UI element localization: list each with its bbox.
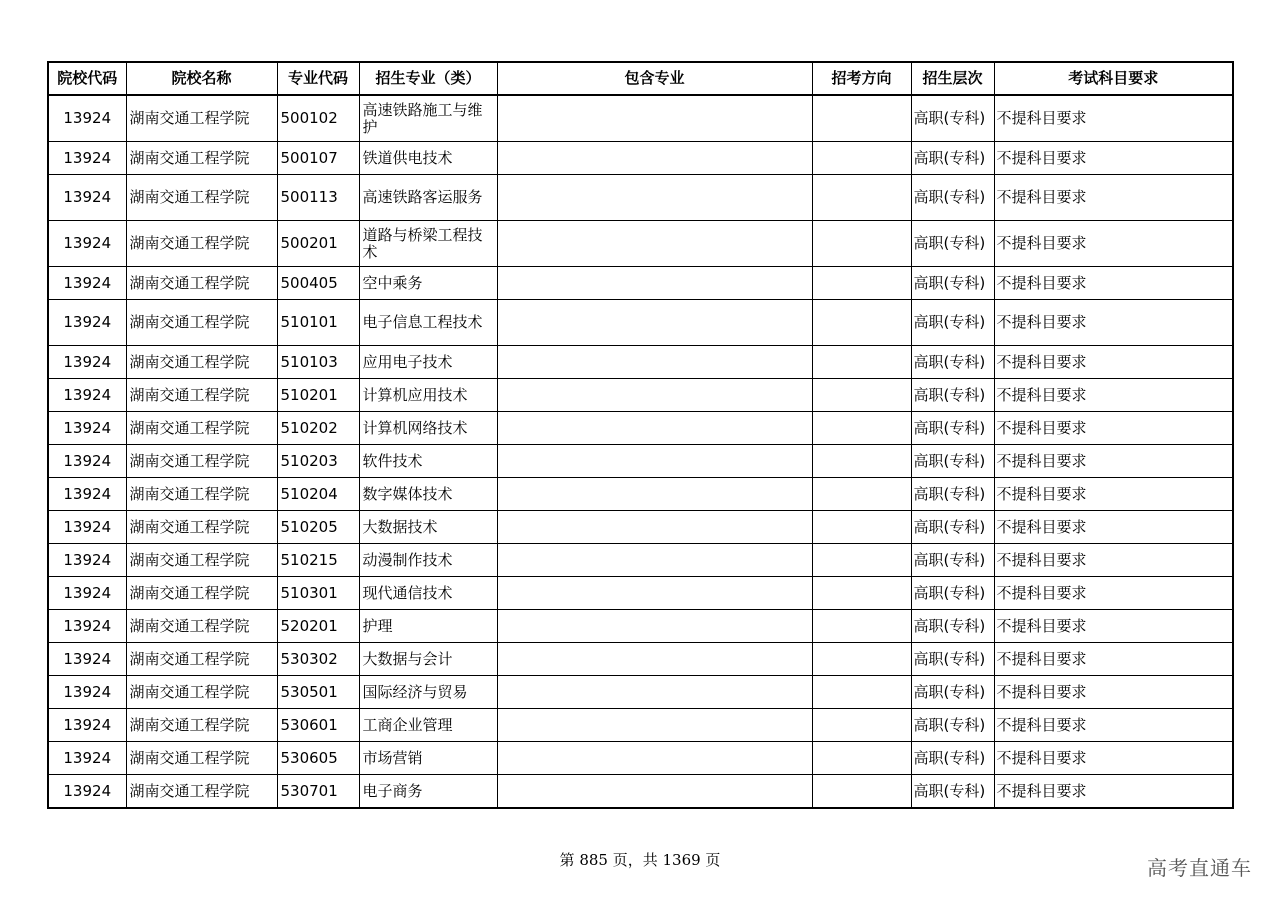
major-code-cell: 510103 (277, 346, 359, 379)
table-row (48, 300, 1233, 346)
major-code-cell: 530501 (277, 676, 359, 709)
level-cell: 高职(专科) (911, 643, 994, 676)
school-name-cell: 湖南交通工程学院 (126, 577, 277, 610)
major-cell: 大数据技术 (359, 511, 497, 544)
level-cell: 高职(专科) (911, 142, 994, 175)
major-cell: 国际经济与贸易 (359, 676, 497, 709)
school-code-cell: 13924 (48, 742, 126, 775)
included-majors-cell (497, 379, 812, 412)
subject-requirement-cell: 不提科目要求 (994, 676, 1233, 709)
school-code-cell: 13924 (48, 775, 126, 809)
subject-requirement-cell: 不提科目要求 (994, 346, 1233, 379)
major-code-cell: 510203 (277, 445, 359, 478)
table-row (48, 709, 1233, 742)
subject-requirement-cell: 不提科目要求 (994, 511, 1233, 544)
major-code-cell: 510215 (277, 544, 359, 577)
level-cell: 高职(专科) (911, 95, 994, 142)
school-name-cell: 湖南交通工程学院 (126, 775, 277, 809)
level-cell: 高职(专科) (911, 267, 994, 300)
school-code-cell: 13924 (48, 511, 126, 544)
major-code-cell: 530601 (277, 709, 359, 742)
subject-requirement-cell: 不提科目要求 (994, 775, 1233, 809)
subject-requirement-cell: 不提科目要求 (994, 300, 1233, 346)
major-cell: 计算机网络技术 (359, 412, 497, 445)
level-cell: 高职(专科) (911, 346, 994, 379)
table-row (48, 742, 1233, 775)
direction-cell (812, 412, 911, 445)
table-row (48, 478, 1233, 511)
school-name-cell: 湖南交通工程学院 (126, 643, 277, 676)
header-level: 招生层次 (911, 62, 994, 95)
header-school-name: 院校名称 (126, 62, 277, 95)
level-cell: 高职(专科) (911, 445, 994, 478)
table-row (48, 379, 1233, 412)
school-code-cell: 13924 (48, 95, 126, 142)
school-name-cell: 湖南交通工程学院 (126, 676, 277, 709)
included-majors-cell (497, 175, 812, 221)
direction-cell (812, 142, 911, 175)
included-majors-cell (497, 95, 812, 142)
subject-requirement-cell: 不提科目要求 (994, 742, 1233, 775)
included-majors-cell (497, 511, 812, 544)
school-code-cell: 13924 (48, 379, 126, 412)
school-code-cell: 13924 (48, 221, 126, 267)
major-code-cell: 510202 (277, 412, 359, 445)
level-cell: 高职(专科) (911, 676, 994, 709)
included-majors-cell (497, 610, 812, 643)
major-code-cell: 530302 (277, 643, 359, 676)
included-majors-cell (497, 544, 812, 577)
subject-requirement-cell: 不提科目要求 (994, 412, 1233, 445)
school-name-cell: 湖南交通工程学院 (126, 709, 277, 742)
school-code-cell: 13924 (48, 346, 126, 379)
direction-cell (812, 221, 911, 267)
school-name-cell: 湖南交通工程学院 (126, 142, 277, 175)
major-cell: 高速铁路客运服务 (359, 175, 497, 221)
major-cell: 软件技术 (359, 445, 497, 478)
major-code-cell: 510204 (277, 478, 359, 511)
major-cell: 计算机应用技术 (359, 379, 497, 412)
subject-requirement-cell: 不提科目要求 (994, 95, 1233, 142)
subject-requirement-cell: 不提科目要求 (994, 643, 1233, 676)
subject-requirement-cell: 不提科目要求 (994, 142, 1233, 175)
school-name-cell: 湖南交通工程学院 (126, 346, 277, 379)
level-cell: 高职(专科) (911, 478, 994, 511)
subject-requirement-cell: 不提科目要求 (994, 175, 1233, 221)
major-code-cell: 500201 (277, 221, 359, 267)
major-cell: 高速铁路施工与维护 (359, 95, 497, 142)
school-name-cell: 湖南交通工程学院 (126, 221, 277, 267)
header-school-code: 院校代码 (48, 62, 126, 95)
included-majors-cell (497, 709, 812, 742)
table-row (48, 544, 1233, 577)
watermark: 高考直通车 (1147, 856, 1252, 880)
level-cell: 高职(专科) (911, 577, 994, 610)
level-cell: 高职(专科) (911, 775, 994, 809)
school-name-cell: 湖南交通工程学院 (126, 175, 277, 221)
direction-cell (812, 511, 911, 544)
major-code-cell: 530701 (277, 775, 359, 809)
school-name-cell: 湖南交通工程学院 (126, 478, 277, 511)
school-code-cell: 13924 (48, 676, 126, 709)
school-code-cell: 13924 (48, 577, 126, 610)
table-row (48, 346, 1233, 379)
level-cell: 高职(专科) (911, 544, 994, 577)
table-row (48, 95, 1233, 142)
school-name-cell: 湖南交通工程学院 (126, 742, 277, 775)
major-cell: 空中乘务 (359, 267, 497, 300)
school-name-cell: 湖南交通工程学院 (126, 412, 277, 445)
direction-cell (812, 267, 911, 300)
school-code-cell: 13924 (48, 412, 126, 445)
included-majors-cell (497, 445, 812, 478)
included-majors-cell (497, 742, 812, 775)
header-included-majors: 包含专业 (497, 62, 812, 95)
major-cell: 工商企业管理 (359, 709, 497, 742)
table-row (48, 267, 1233, 300)
table-body (48, 95, 1233, 808)
included-majors-cell (497, 643, 812, 676)
included-majors-cell (497, 577, 812, 610)
subject-requirement-cell: 不提科目要求 (994, 267, 1233, 300)
level-cell: 高职(专科) (911, 412, 994, 445)
major-cell: 现代通信技术 (359, 577, 497, 610)
major-cell: 大数据与会计 (359, 643, 497, 676)
major-code-cell: 500405 (277, 267, 359, 300)
school-code-cell: 13924 (48, 175, 126, 221)
school-code-cell: 13924 (48, 267, 126, 300)
direction-cell (812, 775, 911, 809)
included-majors-cell (497, 300, 812, 346)
header-row (48, 62, 1233, 95)
enrollment-table (47, 61, 1234, 809)
included-majors-cell (497, 412, 812, 445)
included-majors-cell (497, 142, 812, 175)
school-name-cell: 湖南交通工程学院 (126, 445, 277, 478)
major-cell: 护理 (359, 610, 497, 643)
school-code-cell: 13924 (48, 643, 126, 676)
direction-cell (812, 676, 911, 709)
major-code-cell: 500107 (277, 142, 359, 175)
table-row (48, 175, 1233, 221)
major-cell: 数字媒体技术 (359, 478, 497, 511)
included-majors-cell (497, 346, 812, 379)
subject-requirement-cell: 不提科目要求 (994, 445, 1233, 478)
level-cell: 高职(专科) (911, 221, 994, 267)
subject-requirement-cell: 不提科目要求 (994, 478, 1233, 511)
subject-requirement-cell: 不提科目要求 (994, 544, 1233, 577)
direction-cell (812, 709, 911, 742)
subject-requirement-cell: 不提科目要求 (994, 221, 1233, 267)
header-major-code: 专业代码 (277, 62, 359, 95)
direction-cell (812, 478, 911, 511)
school-name-cell: 湖南交通工程学院 (126, 267, 277, 300)
major-cell: 市场营销 (359, 742, 497, 775)
included-majors-cell (497, 221, 812, 267)
school-name-cell: 湖南交通工程学院 (126, 544, 277, 577)
level-cell: 高职(专科) (911, 175, 994, 221)
included-majors-cell (497, 478, 812, 511)
level-cell: 高职(专科) (911, 379, 994, 412)
major-code-cell: 510101 (277, 300, 359, 346)
table-row (48, 643, 1233, 676)
included-majors-cell (497, 775, 812, 809)
direction-cell (812, 300, 911, 346)
direction-cell (812, 577, 911, 610)
direction-cell (812, 643, 911, 676)
subject-requirement-cell: 不提科目要求 (994, 379, 1233, 412)
header-subject-requirement: 考试科目要求 (994, 62, 1233, 95)
school-code-cell: 13924 (48, 610, 126, 643)
school-name-cell: 湖南交通工程学院 (126, 610, 277, 643)
school-name-cell: 湖南交通工程学院 (126, 300, 277, 346)
table-row (48, 221, 1233, 267)
table-row (48, 775, 1233, 809)
major-code-cell: 500113 (277, 175, 359, 221)
direction-cell (812, 175, 911, 221)
table-row (48, 445, 1233, 478)
level-cell: 高职(专科) (911, 709, 994, 742)
table-row (48, 142, 1233, 175)
level-cell: 高职(专科) (911, 742, 994, 775)
subject-requirement-cell: 不提科目要求 (994, 610, 1233, 643)
level-cell: 高职(专科) (911, 511, 994, 544)
major-code-cell: 510301 (277, 577, 359, 610)
table-row (48, 511, 1233, 544)
included-majors-cell (497, 676, 812, 709)
direction-cell (812, 610, 911, 643)
major-cell: 动漫制作技术 (359, 544, 497, 577)
school-code-cell: 13924 (48, 478, 126, 511)
major-code-cell: 500102 (277, 95, 359, 142)
direction-cell (812, 95, 911, 142)
major-code-cell: 520201 (277, 610, 359, 643)
major-cell: 道路与桥梁工程技术 (359, 221, 497, 267)
table-row (48, 676, 1233, 709)
school-code-cell: 13924 (48, 445, 126, 478)
header-major: 招生专业（类） (359, 62, 497, 95)
major-cell: 电子信息工程技术 (359, 300, 497, 346)
direction-cell (812, 379, 911, 412)
header-direction: 招考方向 (812, 62, 911, 95)
major-code-cell: 530605 (277, 742, 359, 775)
school-code-cell: 13924 (48, 544, 126, 577)
school-name-cell: 湖南交通工程学院 (126, 379, 277, 412)
school-code-cell: 13924 (48, 709, 126, 742)
direction-cell (812, 544, 911, 577)
included-majors-cell (497, 267, 812, 300)
table-row (48, 577, 1233, 610)
major-cell: 铁道供电技术 (359, 142, 497, 175)
level-cell: 高职(专科) (911, 300, 994, 346)
school-name-cell: 湖南交通工程学院 (126, 511, 277, 544)
major-code-cell: 510201 (277, 379, 359, 412)
direction-cell (812, 445, 911, 478)
subject-requirement-cell: 不提科目要求 (994, 709, 1233, 742)
school-code-cell: 13924 (48, 300, 126, 346)
table-row (48, 412, 1233, 445)
major-cell: 电子商务 (359, 775, 497, 809)
page-footer: 第 885 页，共 1369 页 (559, 851, 721, 869)
major-cell: 应用电子技术 (359, 346, 497, 379)
subject-requirement-cell: 不提科目要求 (994, 577, 1233, 610)
school-code-cell: 13924 (48, 142, 126, 175)
major-code-cell: 510205 (277, 511, 359, 544)
level-cell: 高职(专科) (911, 610, 994, 643)
direction-cell (812, 346, 911, 379)
school-name-cell: 湖南交通工程学院 (126, 95, 277, 142)
direction-cell (812, 742, 911, 775)
table-row (48, 610, 1233, 643)
